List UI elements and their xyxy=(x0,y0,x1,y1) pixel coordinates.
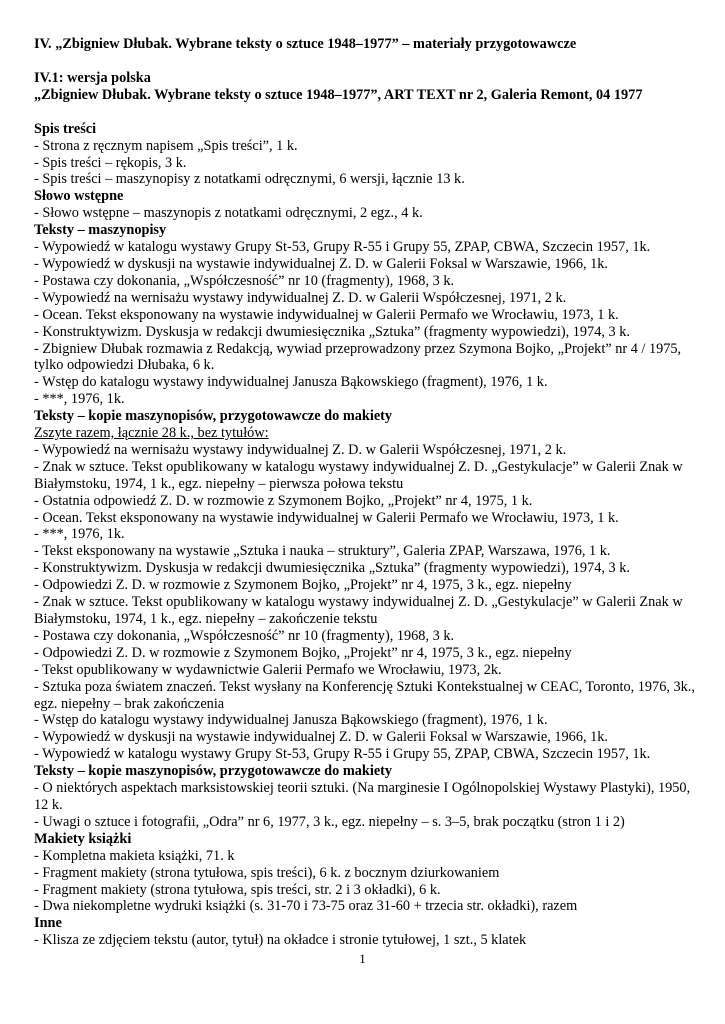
list-item: - Odpowiedzi Z. D. w rozmowie z Szymonem Bojko, „Projekt” nr 4, 1975, 3 k., egz. niepełny xyxy=(34,577,572,594)
list-item: - Fragment makiety (strona tytułowa, spis treści), 6 k. z bocznym dziurkowaniem xyxy=(34,864,500,881)
list-item: - Konstruktywizm. Dyskusja w redakcji dwumiesięcznika „Sztuka” (fragmenty wypowiedzi), 1974, 3 k. xyxy=(34,323,630,340)
list-item: - Znak w sztuce. Tekst opublikowany w katalogu wystawy indywidualnej Z. D. „Gestykulacje” w Galerii Znak w Białymstoku, 1974, 1 k., egz. niepełny – pierwsza połowa tekstu xyxy=(34,458,683,492)
list-item: - Ocean. Tekst eksponowany na wystawie indywidualnej w Galerii Permafo we Wrocławiu, 1973, 1 k. xyxy=(34,509,619,526)
section-heading: Inne xyxy=(34,915,62,932)
list-item: - Słowo wstępne – maszynopis z notatkami odręcznymi, 2 egz., 4 k. xyxy=(34,205,423,222)
section-heading: Teksty – kopie maszynopisów, przygotowawcze do makiety xyxy=(34,763,393,780)
list-item: - Strona z ręcznym napisem „Spis treści”, 1 k. xyxy=(34,137,298,154)
section-heading: Teksty – kopie maszynopisów, przygotowawcze do makiety xyxy=(34,408,393,425)
list-item: - Kompletna makieta książki, 71. k xyxy=(34,847,235,864)
section-note: Zszyte razem, łącznie 28 k., bez tytułów: xyxy=(34,425,269,442)
list-item: - Tekst opublikowany w wydawnictwie Galerii Permafo we Wrocławiu, 1973, 2k. xyxy=(34,661,502,678)
section xyxy=(34,408,696,763)
list-item: - Wypowiedź w dyskusji na wystawie indywidualnej Z. D. w Galerii Foksal w Warszawie, 1966, 1k. xyxy=(34,729,608,746)
sections-list xyxy=(34,121,696,949)
publication-heading: „Zbigniew Dłubak. Wybrane teksty o sztuce 1948–1977”, ART TEXT nr 2, Galeria Remont, 04 1977 xyxy=(34,86,643,103)
version-heading: IV.1: wersja polska xyxy=(34,69,151,86)
list-item: - Klisza ze zdjęciem tekstu (autor, tytuł) na okładce i stronie tytułowej, 1 szt., 5 klatek xyxy=(34,932,527,949)
list-item: - Sztuka poza światem znaczeń. Tekst wysłany na Konferencję Sztuki Kontekstualnej w CEAC, Toronto, 1976, 3k., egz. niepełny – brak zakończenia xyxy=(34,678,695,712)
section-heading: Spis treści xyxy=(34,120,97,137)
list-item: - Spis treści – maszynopisy z notatkami odręcznymi, 6 wersji, łącznie 13 k. xyxy=(34,171,465,188)
section xyxy=(34,188,696,222)
subtitle-block xyxy=(34,70,696,104)
list-item: - Konstruktywizm. Dyskusja w redakcji dwumiesięcznika „Sztuka” (fragmenty wypowiedzi), 1974, 3 k. xyxy=(34,560,630,577)
list-item: - Wypowiedź w katalogu wystawy Grupy St-53, Grupy R-55 i Grupy 55, ZPAP, CBWA, Szczecin 1957, 1k. xyxy=(34,746,651,763)
list-item: - Wypowiedź w katalogu wystawy Grupy St-53, Grupy R-55 i Grupy 55, ZPAP, CBWA, Szczecin 1957, 1k. xyxy=(34,239,651,256)
section xyxy=(34,763,696,831)
list-item: - Wstęp do katalogu wystawy indywidualnej Janusza Bąkowskiego (fragment), 1976, 1 k. xyxy=(34,712,548,729)
list-item: - Uwagi o sztuce i fotografii, „Odra” nr 6, 1977, 3 k., egz. niepełny – s. 3–5, brak początku (stron 1 i 2) xyxy=(34,813,625,830)
list-item: - Ocean. Tekst eksponowany na wystawie indywidualnej w Galerii Permafo we Wrocławiu, 1973, 1 k. xyxy=(34,306,619,323)
list-item: - Fragment makiety (strona tytułowa, spis treści, str. 2 i 3 okładki), 6 k. xyxy=(34,881,441,898)
section xyxy=(34,222,696,408)
page-number: 1 xyxy=(359,951,366,966)
section xyxy=(34,915,696,949)
list-item: - Zbigniew Dłubak rozmawia z Redakcją, wywiad przeprowadzony przez Szymona Bojko, „Projekt” nr 4 / 1975, tylko odpowiedzi Dłubaka, 6 k. xyxy=(34,340,682,374)
list-item: - Wypowiedź na wernisażu wystawy indywidualnej Z. D. w Galerii Współczesnej, 1971, 2 k. xyxy=(34,289,567,306)
section-heading: Teksty – maszynopisy xyxy=(34,222,167,239)
document-title: IV. „Zbigniew Dłubak. Wybrane teksty o sztuce 1948–1977” – materiały przygotowawcze xyxy=(34,36,577,52)
section xyxy=(34,831,696,916)
list-item: - Wypowiedź w dyskusji na wystawie indywidualnej Z. D. w Galerii Foksal w Warszawie, 1966, 1k. xyxy=(34,255,608,272)
document-body xyxy=(34,36,696,949)
list-item: - Spis treści – rękopis, 3 k. xyxy=(34,154,187,171)
list-item: - Odpowiedzi Z. D. w rozmowie z Szymonem Bojko, „Projekt” nr 4, 1975, 3 k., egz. niepełny xyxy=(34,644,572,661)
list-item: - ***, 1976, 1k. xyxy=(34,526,125,543)
list-item: - Postawa czy dokonania, „Współczesność” nr 10 (fragmenty), 1968, 3 k. xyxy=(34,272,455,289)
list-item: - Ostatnia odpowiedź Z. D. w rozmowie z Szymonem Bojko, „Projekt” nr 4, 1975, 1 k. xyxy=(34,492,533,509)
list-item: - Wypowiedź na wernisażu wystawy indywidualnej Z. D. w Galerii Współczesnej, 1971, 2 k. xyxy=(34,441,567,458)
list-item: - ***, 1976, 1k. xyxy=(34,391,125,408)
list-item: - Tekst eksponowany na wystawie „Sztuka i nauka – struktury”, Galeria ZPAP, Warszawa, 1976, 1 k. xyxy=(34,543,611,560)
section-heading: Makiety książki xyxy=(34,830,132,847)
list-item: - Znak w sztuce. Tekst opublikowany w katalogu wystawy indywidualnej Z. D. „Gestykulacje” w Galerii Znak w Białymstoku, 1974, 1 k., egz. niepełny – zakończenie tekstu xyxy=(34,594,683,627)
list-item: - Wstęp do katalogu wystawy indywidualnej Janusza Bąkowskiego (fragment), 1976, 1 k. xyxy=(34,374,548,391)
list-item: - Dwa niekompletne wydruki książki (s. 31-70 i 73-75 oraz 31-60 + trzecia str. okładki), razem xyxy=(34,898,578,915)
list-item: - O niektórych aspektach marksistowskiej teorii sztuki. (Na marginesie I Ogólnopolskiej Wystawy Plastyki), 1950, 12 k. xyxy=(34,780,691,813)
list-item: - Postawa czy dokonania, „Współczesność” nr 10 (fragmenty), 1968, 3 k. xyxy=(34,627,455,644)
section-heading: Słowo wstępne xyxy=(34,188,124,205)
section xyxy=(34,121,696,189)
